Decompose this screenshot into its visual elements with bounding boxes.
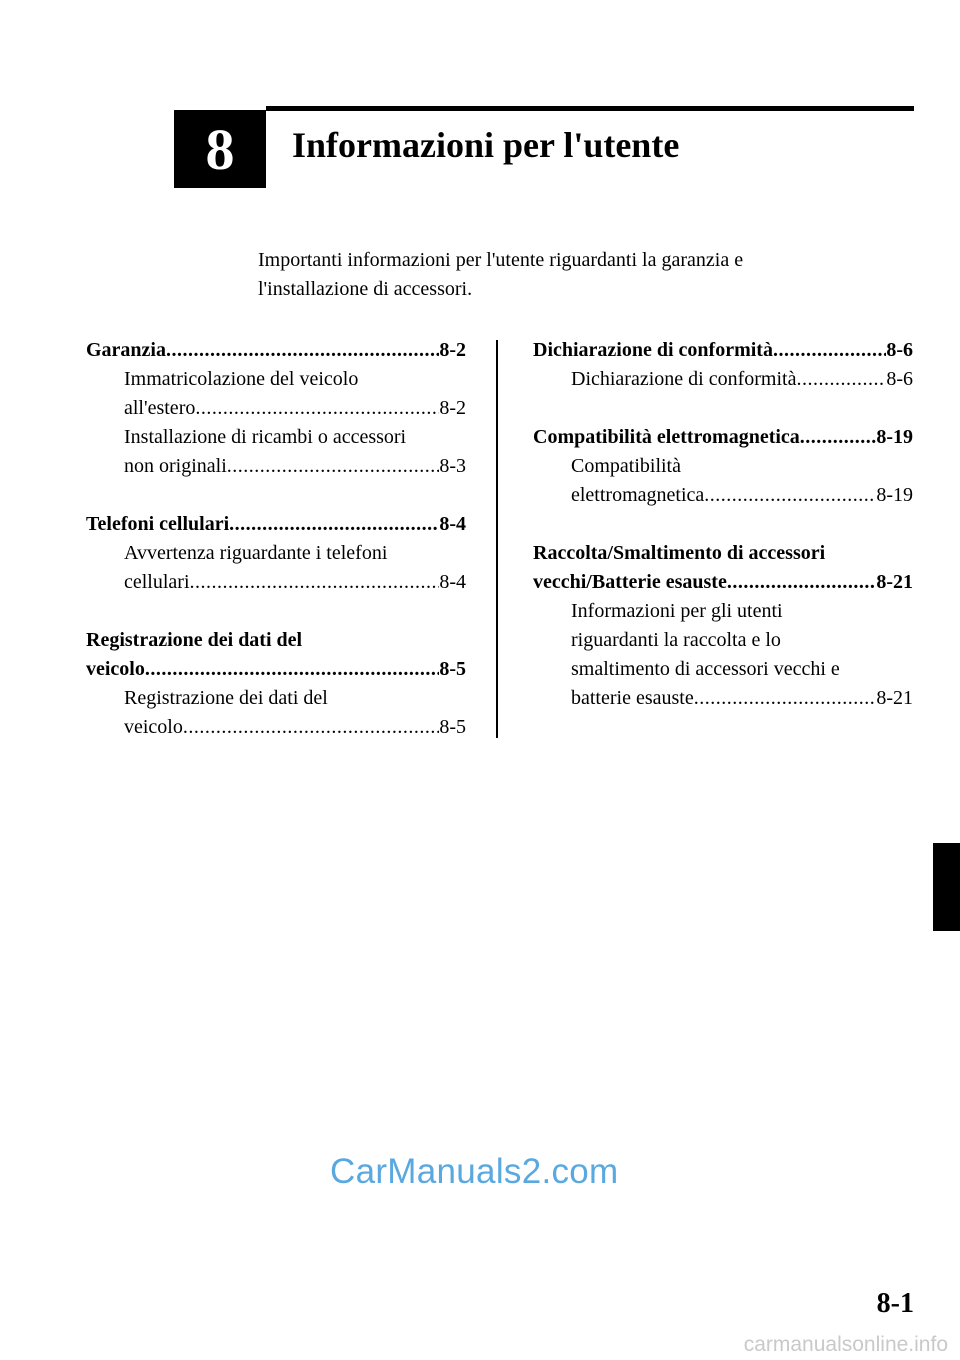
- toc-section-title-text: Garanzia: [86, 339, 166, 361]
- toc-page-ref: 8-21: [876, 687, 913, 709]
- dot-leader: [727, 568, 877, 597]
- dot-leader: [227, 452, 440, 481]
- dot-leader: [796, 365, 886, 394]
- chapter-title-rule: [266, 106, 914, 111]
- toc-page-ref: 8-5: [439, 716, 466, 738]
- toc-right-column: [533, 336, 913, 713]
- toc-entry-text: Compatibilità: [571, 455, 681, 477]
- toc-page-ref: 8-2: [439, 397, 466, 419]
- toc-section: [86, 510, 466, 597]
- toc-page-ref: 8-2: [439, 339, 466, 361]
- toc-left-column: [86, 336, 466, 742]
- toc-section-title-line: [533, 568, 913, 597]
- toc-section-title[interactable]: [86, 510, 466, 539]
- dot-leader: [694, 684, 877, 713]
- toc-section-title-text: vecchi/Batterie esauste: [533, 571, 727, 593]
- toc-entry[interactable]: [533, 365, 913, 394]
- toc-section-title-text: Telefoni cellulari: [86, 513, 230, 535]
- toc-entry-text: cellulari: [124, 571, 190, 593]
- toc-section: [533, 539, 913, 713]
- toc-section-title-line: [533, 336, 913, 365]
- toc-entry[interactable]: [86, 365, 466, 423]
- toc-entry-line: [124, 394, 466, 423]
- toc-entry[interactable]: [533, 597, 913, 713]
- toc-section-title[interactable]: [86, 626, 466, 684]
- toc-page-ref: 8-6: [886, 368, 913, 390]
- toc-entry-line: [124, 568, 466, 597]
- intro-line: l'installazione di accessori.: [258, 278, 473, 300]
- footer-site-text: carmanualsonline.info: [743, 1333, 948, 1356]
- toc-entry-line: [571, 365, 913, 394]
- toc-section: [533, 336, 913, 394]
- dot-leader: [183, 713, 439, 742]
- toc-section-title-text: Compatibilità elettromagnetica: [533, 426, 800, 448]
- toc-page-ref: 8-19: [876, 484, 913, 506]
- toc-entry-text: veicolo: [124, 716, 183, 738]
- toc-entry-text: batterie esauste: [571, 687, 694, 709]
- toc-entry[interactable]: [86, 423, 466, 481]
- toc-section-title-line: [86, 655, 466, 684]
- dot-leader: [704, 481, 876, 510]
- toc-entry-line: [124, 452, 466, 481]
- toc-page-ref: 8-4: [439, 571, 466, 593]
- dot-leader: [145, 655, 439, 684]
- dot-leader: [190, 568, 440, 597]
- toc-entry-text: smaltimento di accessori vecchi e: [571, 658, 840, 680]
- toc-page-ref: 8-5: [439, 658, 466, 680]
- toc-entry[interactable]: [86, 539, 466, 597]
- dot-leader: [800, 423, 877, 452]
- dot-leader: [773, 336, 886, 365]
- toc-page-ref: 8-4: [439, 513, 466, 535]
- toc-section-title-text: Raccolta/Smaltimento di accessori: [533, 542, 826, 564]
- toc-entry-text: Avvertenza riguardante i telefoni: [124, 542, 388, 564]
- toc-page-ref: 8-19: [876, 426, 913, 448]
- toc-section-title-text: veicolo: [86, 658, 145, 680]
- toc-entry[interactable]: [533, 452, 913, 510]
- toc-section-title[interactable]: [86, 336, 466, 365]
- toc-page-ref: 8-3: [439, 455, 466, 477]
- toc-entry-text: elettromagnetica: [571, 484, 705, 506]
- toc-entry[interactable]: [86, 684, 466, 742]
- chapter-number: 8: [205, 116, 235, 182]
- toc-entry-text: Immatricolazione del veicolo: [124, 368, 359, 390]
- toc-entry-line: [571, 684, 913, 713]
- page-number: 8-1: [876, 1288, 914, 1319]
- watermark-text: CarManuals2.com: [330, 1152, 619, 1191]
- toc-entry-text: riguardanti la raccolta e lo: [571, 629, 781, 651]
- toc-section-title-line: [533, 423, 913, 452]
- toc-section-title[interactable]: [533, 423, 913, 452]
- toc-entry-text: Dichiarazione di conformità: [571, 368, 797, 390]
- toc-entry-text: non originali: [124, 455, 227, 477]
- chapter-title: Informazioni per l'utente: [292, 125, 680, 165]
- toc-page-ref: 8-21: [876, 571, 913, 593]
- toc-section-title[interactable]: [533, 336, 913, 365]
- chapter-intro: [258, 246, 878, 304]
- toc-entry-line: [124, 713, 466, 742]
- toc-section-title-line: [86, 336, 466, 365]
- toc-section-title-text: Dichiarazione di conformità: [533, 339, 773, 361]
- chapter-side-tab: [933, 843, 960, 931]
- toc-entry-text: all'estero: [124, 397, 196, 419]
- toc-section: [533, 423, 913, 510]
- dot-leader: [195, 394, 439, 423]
- intro-line: Importanti informazioni per l'utente riguardanti la garanzia e: [258, 249, 744, 271]
- column-divider: [496, 340, 498, 738]
- chapter-number-box: [174, 110, 266, 188]
- toc-page-ref: 8-6: [886, 339, 913, 361]
- toc-entry-text: Informazioni per gli utenti: [571, 600, 783, 622]
- toc-section: [86, 626, 466, 742]
- toc-section: [86, 336, 466, 481]
- toc-section-title-text: Registrazione dei dati del: [86, 629, 303, 651]
- toc-entry-line: [571, 481, 913, 510]
- toc-entry-text: Installazione di ricambi o accessori: [124, 426, 407, 448]
- dot-leader: [229, 510, 439, 539]
- dot-leader: [166, 336, 439, 365]
- toc-section-title[interactable]: [533, 539, 913, 597]
- toc-section-title-line: [86, 510, 466, 539]
- toc-entry-text: Registrazione dei dati del: [124, 687, 328, 709]
